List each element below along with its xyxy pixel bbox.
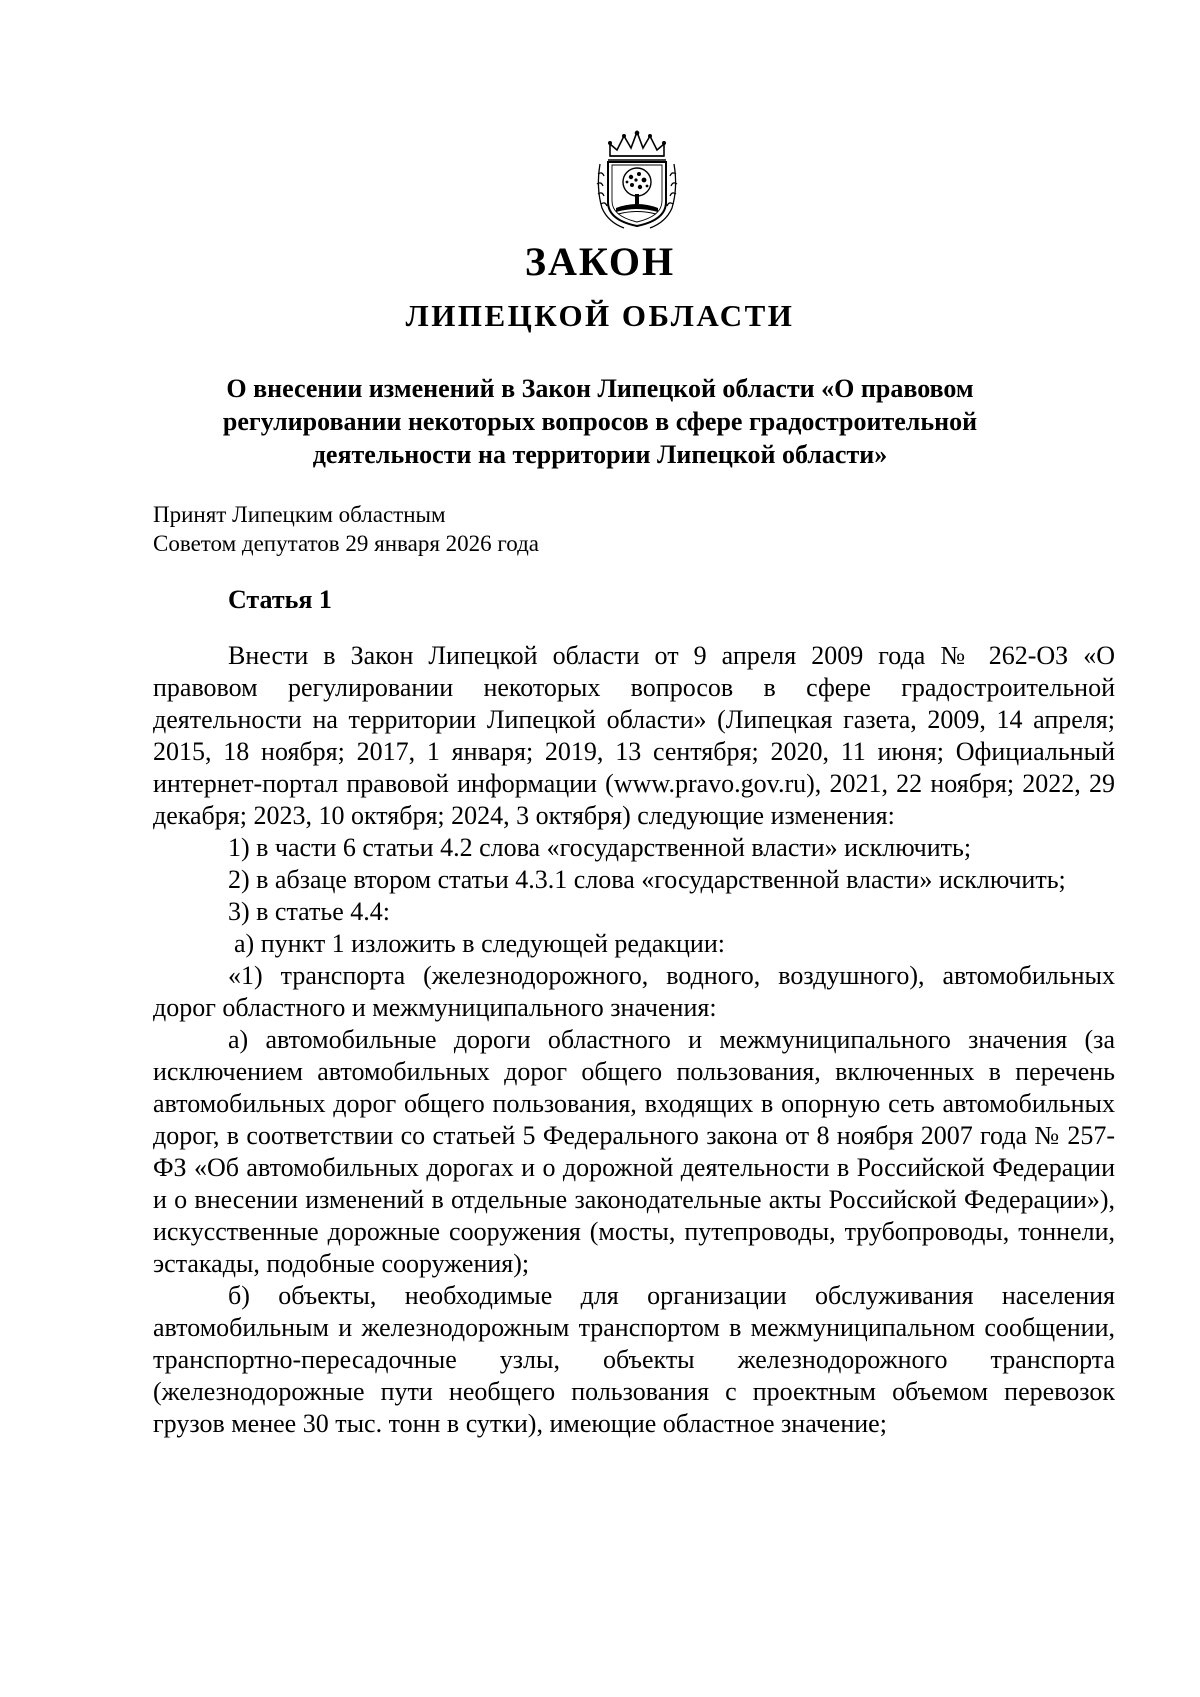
article-paragraph: а) автомобильные дороги областного и межмуниципального значения (за исключением автомобильных дорог общего пользования, включенных в перечень автомобильных дорог общего пользования, входящих в опорную сеть автомобильных дорог, в соответствии со статьей 5 Федерального закона от 8 ноября 2007 года № 257-ФЗ «Об автомобильных дорогах и о дорожной деятельности в Российской Федерации и о внесении изменений в отдельные законодательные акты Российской Федерации»), искусственные дорожные сооружения (мосты, путепроводы, трубопроводы, тоннели, эстакады, подобные сооружения); <box>153 1025 1115 1278</box>
law-region: ЛИПЕЦКОЙ ОБЛАСТИ <box>405 298 795 333</box>
adoption-line-1: Принят Липецким областным <box>153 502 446 527</box>
article-paragraph: 2) в абзаце втором статьи 4.3.1 слова «государственной власти» исключить; <box>228 865 1066 894</box>
article-heading: Статья 1 <box>228 585 332 614</box>
adoption-line-2: Советом депутатов 29 января 2026 года <box>153 531 540 556</box>
article-body <box>153 640 1115 1440</box>
article-paragraph: б) объекты, необходимые для организации обслуживания населения автомобильным и железнодорожным транспортом в межмуниципальном сообщении, транспортно-пересадочные узлы, объекты железнодорожного транспорта (железнодорожные пути необщего пользования с проектным объемом перевозок грузов менее 30 тыс. тонн в сутки), имеющие областное значение; <box>153 1281 1115 1438</box>
adoption-note <box>153 500 539 558</box>
article-paragraph: 1) в части 6 статьи 4.2 слова «государственной власти» исключить; <box>228 833 972 862</box>
article-paragraph: «1) транспорта (железнодорожного, водного, воздушного), автомобильных дорог областного и межмуниципального значения: <box>153 961 1115 1022</box>
article-paragraph: 3) в статье 4.4: <box>228 897 391 926</box>
lipetsk-coat-of-arms-icon <box>594 130 680 232</box>
article-paragraph: а) пункт 1 изложить в следующей редакции: <box>234 929 725 958</box>
article-paragraph: Внести в Закон Липецкой области от 9 апреля 2009 года № 262-ОЗ «О правовом регулировании некоторых вопросов в сфере градостроительной деятельности на территории Липецкой области» (Липецкая газета, 2009, 14 апреля; 2015, 18 ноября; 2017, 1 января; 2019, 13 сентября; 2020, 11 июня; Официальный интернет-портал правовой информации (www.pravo.gov.ru), 2021, 22 ноября; 2022, 29 декабря; 2023, 10 октября; 2024, 3 октября) следующие изменения: <box>153 641 1115 830</box>
law-title: ЗАКОН <box>524 239 676 284</box>
law-subject: О внесении изменений в Закон Липецкой области «О правовом регулировании некоторых вопросов в сфере градостроительной деятельности на территории Липецкой области» <box>222 374 978 469</box>
